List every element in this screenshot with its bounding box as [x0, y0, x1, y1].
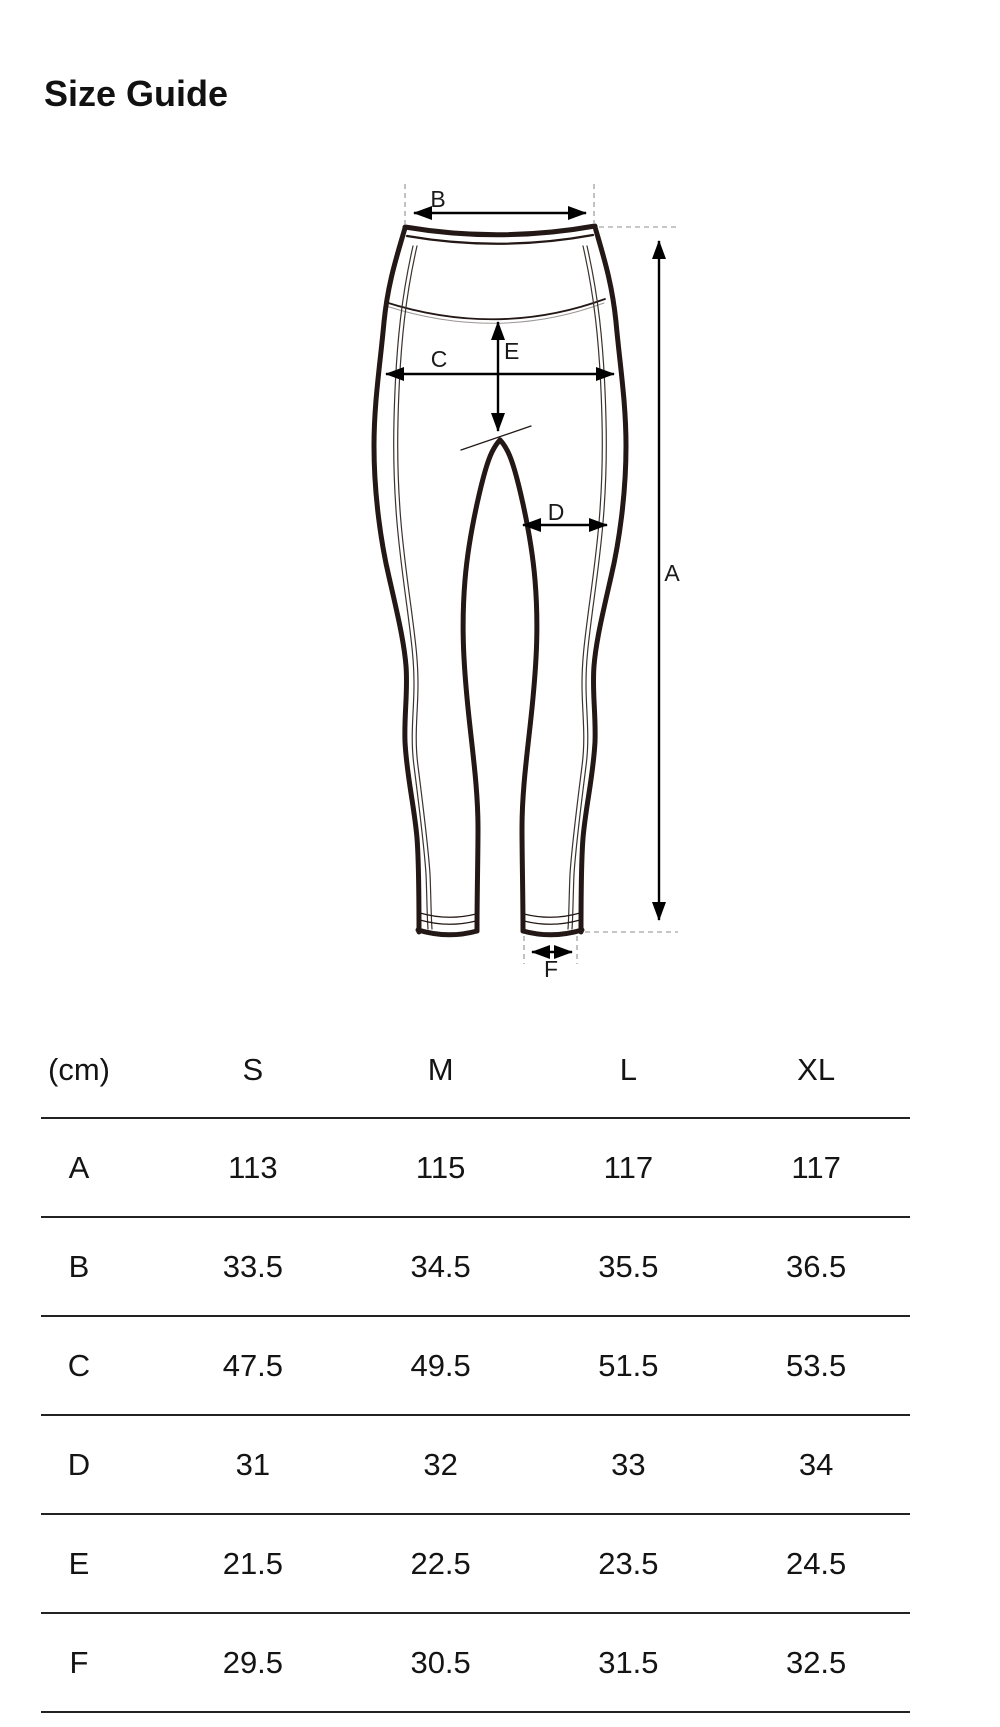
cell-value: 117 [603, 1149, 654, 1185]
col-header-l: L [619, 1051, 637, 1087]
side-seam-lines [394, 246, 607, 929]
yoke-seam [385, 299, 605, 319]
cell-value: 51.5 [598, 1347, 659, 1383]
cell-value: 32 [423, 1446, 458, 1482]
dashed-guides [405, 184, 678, 964]
row-label: A [68, 1149, 90, 1185]
cell-value: 53.5 [785, 1347, 847, 1383]
cell-value: 22.5 [410, 1545, 471, 1581]
cell-value: 24.5 [785, 1545, 847, 1581]
col-header-unit: (cm) [48, 1051, 110, 1087]
cell-value: 34 [798, 1446, 834, 1482]
row-label: F [69, 1644, 89, 1680]
table-row-b [41, 1216, 910, 1315]
table-row-d [41, 1414, 910, 1513]
cell-value: 35.5 [598, 1248, 659, 1284]
cell-value: 33.5 [222, 1248, 284, 1284]
cell-value: 32.5 [785, 1644, 847, 1680]
row-label: B [68, 1248, 90, 1284]
page-title: Size Guide [44, 73, 229, 114]
table-row-e [41, 1513, 910, 1612]
measure-label-b: B [430, 186, 446, 212]
col-header-s: S [242, 1051, 264, 1087]
row-label: E [68, 1545, 90, 1581]
measure-label-e: E [504, 338, 520, 364]
table-row-a [41, 1117, 910, 1216]
row-label: D [67, 1446, 91, 1482]
leggings-drawing [374, 226, 626, 935]
col-header-xl: XL [797, 1051, 836, 1087]
cell-value: 30.5 [410, 1644, 471, 1680]
cell-value: 47.5 [222, 1347, 284, 1383]
measure-label-a: A [664, 560, 680, 586]
cell-value: 31 [235, 1446, 271, 1482]
table-header-row [41, 1022, 910, 1117]
measure-label-d: D [547, 499, 565, 525]
cell-value: 113 [228, 1149, 278, 1185]
hem-stitch-lines [420, 913, 580, 924]
table-row-f [41, 1612, 910, 1713]
leggings-outline [374, 226, 626, 935]
cell-value: 34.5 [410, 1248, 471, 1284]
cell-value: 23.5 [598, 1545, 659, 1581]
cell-value: 33 [611, 1446, 646, 1482]
row-label: C [67, 1347, 91, 1383]
measure-label-c: C [430, 346, 448, 372]
size-table [41, 1022, 910, 1713]
measure-label-f: F [543, 956, 559, 982]
cell-value: 115 [415, 1149, 466, 1185]
col-header-m: M [427, 1051, 454, 1087]
cell-value: 29.5 [222, 1644, 284, 1680]
cell-value: 31.5 [598, 1644, 659, 1680]
cell-value: 117 [791, 1149, 841, 1185]
cell-value: 21.5 [222, 1545, 284, 1581]
cell-value: 36.5 [785, 1248, 847, 1284]
cell-value: 49.5 [410, 1347, 471, 1383]
table-row-c [41, 1315, 910, 1414]
yoke-seam-echo [386, 303, 604, 323]
